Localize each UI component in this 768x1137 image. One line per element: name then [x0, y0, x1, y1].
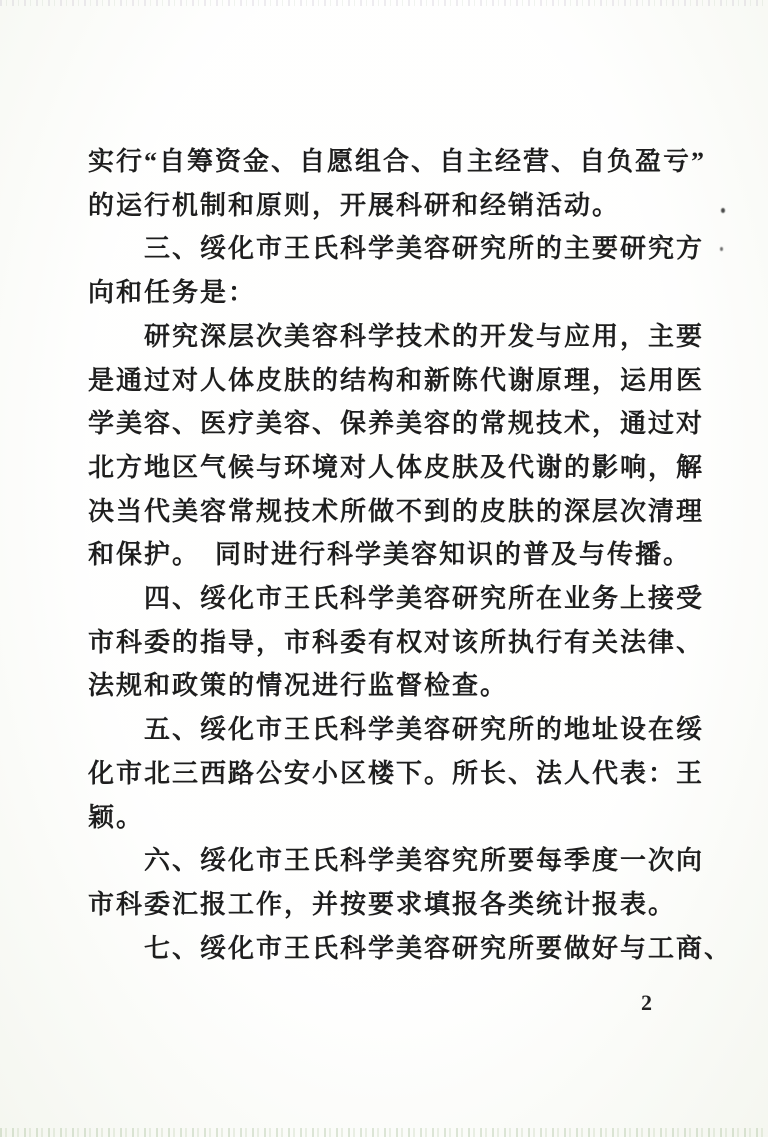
page-number: 2 [641, 990, 652, 1015]
text-line: 颖。 [88, 802, 145, 832]
text-line: 法规和政策的情况进行监督检查。 [88, 671, 509, 701]
text-line: 市科委汇报工作，并按要求填报各类统计报表。 [88, 889, 677, 919]
text-line: 市科委的指导，市科委有权对该所执行有关法律、 [88, 627, 705, 657]
scan-noise-bottom [0, 1128, 768, 1137]
text-line: 实行“自筹资金、自愿组合、自主经营、自负盈亏” [88, 147, 707, 176]
document-text-block [88, 140, 733, 970]
text-line: 和保护。 同时进行科学美容知识的普及与传播。 [88, 540, 692, 570]
text-line: 向和任务是： [88, 278, 257, 308]
text-line: 是通过对人体皮肤的结构和新陈代谢原理，运用医 [88, 365, 705, 395]
scan-noise-top [0, 0, 768, 6]
text-line: 研究深层次美容科学技术的开发与应用，主要 [144, 321, 705, 351]
scan-speck [721, 208, 725, 213]
text-line: 决当代美容常规技术所做不到的皮肤的深层次清理 [88, 496, 705, 526]
text-line: 六、绥化市王氏科学美容究所要每季度一次向 [144, 846, 705, 876]
text-line: 化市北三西路公安小区楼下。所长、法人代表：王 [88, 758, 705, 788]
text-line: 四、绥化市王氏科学美容研究所在业务上接受 [144, 584, 705, 614]
scan-speck [720, 247, 723, 251]
text-line: 五、绥化市王氏科学美容研究所的地址设在绥 [144, 715, 705, 745]
text-line: 的运行机制和原则，开展科研和经销活动。 [88, 190, 621, 220]
text-line: 七、绥化市王氏科学美容研究所要做好与工商、 [144, 933, 733, 963]
text-line: 学美容、医疗美容、保养美容的常规技术，通过对 [88, 409, 705, 439]
text-line: 北方地区气候与环境对人体皮肤及代谢的影响，解 [88, 452, 705, 482]
text-line: 三、绥化市王氏科学美容研究所的主要研究方 [144, 234, 705, 264]
